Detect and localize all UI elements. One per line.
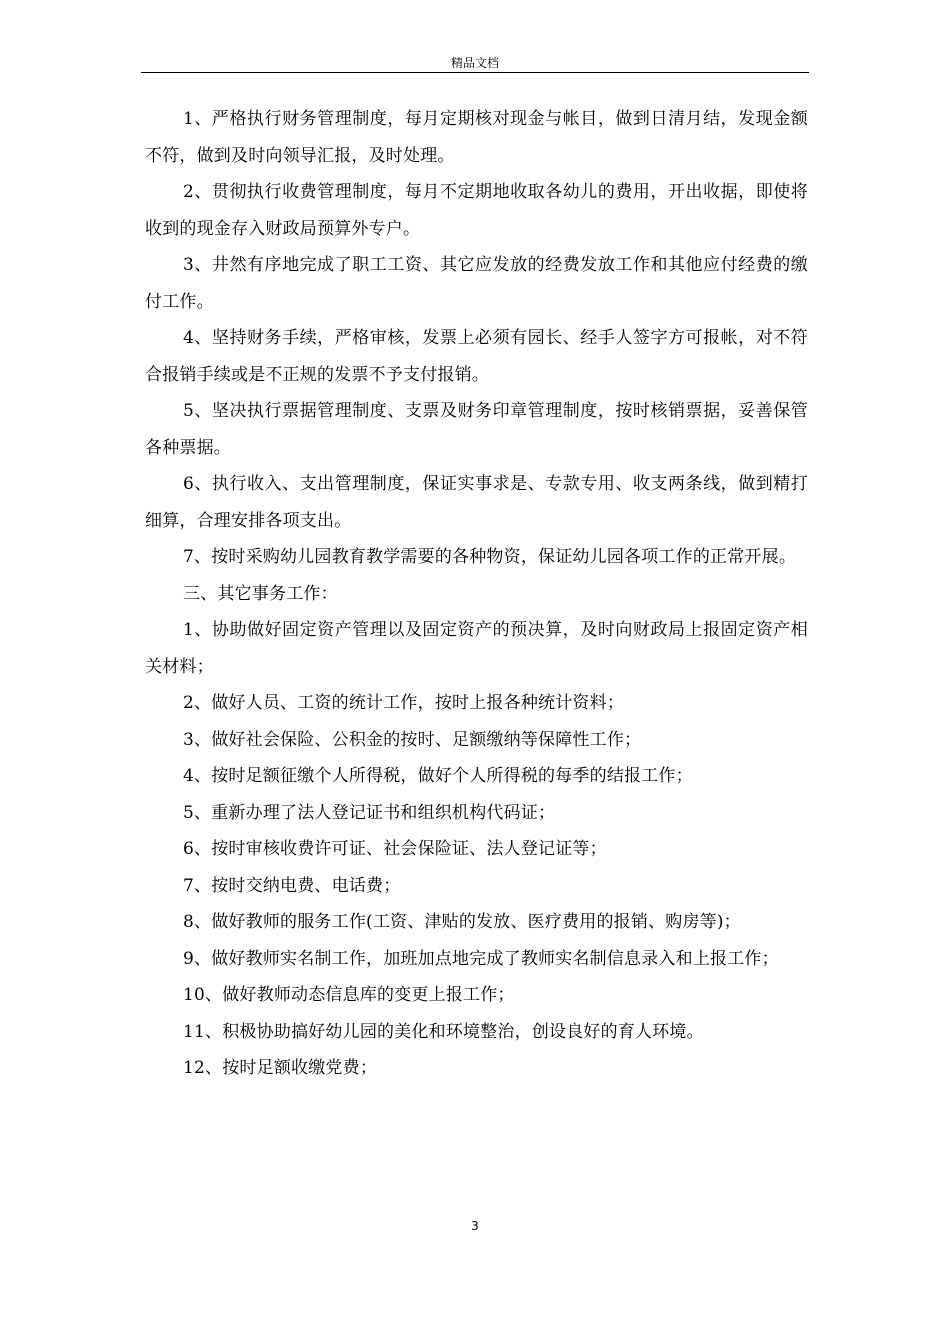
paragraph: 8、做好教师的服务工作(工资、津贴的发放、医疗费用的报销、购房等)； <box>183 912 741 932</box>
paragraph: 7、按时交纳电费、电话费； <box>183 875 401 896</box>
paragraph: 2、做好人员、工资的统计工作，按时上报各种统计资料； <box>183 693 625 713</box>
paragraph: 3、做好社会保险、公积金的按时、足额缴纳等保障性工作； <box>183 729 642 750</box>
paragraph: 4、按时足额征缴个人所得税，做好个人所得税的每季的结报工作； <box>183 766 693 786</box>
paragraph: 6、执行收入、支出管理制度，保证实事求是、专款专用、收支两条线，做到精打细算，合理安排各项支出。 <box>145 474 808 531</box>
header-divider <box>141 72 809 73</box>
paragraph: 2、贯彻执行收费管理制度，每月不定期地收取各幼儿的费用，开出收据，即使将收到的现金存入财政局预算外专户。 <box>145 182 808 239</box>
page-number: 3 <box>471 1219 479 1233</box>
document-body <box>145 101 808 1087</box>
paragraph: 5、坚决执行票据管理制度、支票及财务印章管理制度，按时核销票据，妥善保管各种票据。 <box>145 401 808 458</box>
paragraph: 12、按时足额收缴党费； <box>183 1058 378 1078</box>
paragraph: 9、做好教师实名制工作，加班加点地完成了教师实名制信息录入和上报工作； <box>183 948 779 969</box>
paragraph: 3、井然有序地完成了职工工资、其它应发放的经费发放工作和其他应付经费的缴付工作。 <box>145 255 808 312</box>
paragraph: 10、做好教师动态信息库的变更上报工作； <box>183 985 515 1005</box>
paragraph: 4、坚持财务手续，严格审核，发票上必须有园长、经手人签字方可报帐，对不符合报销手续或是不正规的发票不予支付报销。 <box>145 328 808 385</box>
paragraph: 1、协助做好固定资产管理以及固定资产的预决算，及时向财政局上报固定资产相关材料； <box>145 620 808 677</box>
page-header-title: 精品文档 <box>450 56 499 70</box>
paragraph: 11、积极协助搞好幼儿园的美化和环境整治，创设良好的育人环境。 <box>183 1021 704 1042</box>
paragraph: 7、按时采购幼儿园教育教学需要的各种物资，保证幼儿园各项工作的正常开展。 <box>183 547 797 567</box>
section-heading: 三、其它事务工作： <box>183 583 338 604</box>
paragraph: 5、重新办理了法人登记证书和组织机构代码证； <box>183 802 556 823</box>
paragraph: 1、严格执行财务管理制度，每月定期核对现金与帐目，做到日清月结，发现金额不符，做到及时向领导汇报，及时处理。 <box>145 109 808 166</box>
paragraph: 6、按时审核收费许可证、社会保险证、法人登记证等； <box>183 839 607 859</box>
